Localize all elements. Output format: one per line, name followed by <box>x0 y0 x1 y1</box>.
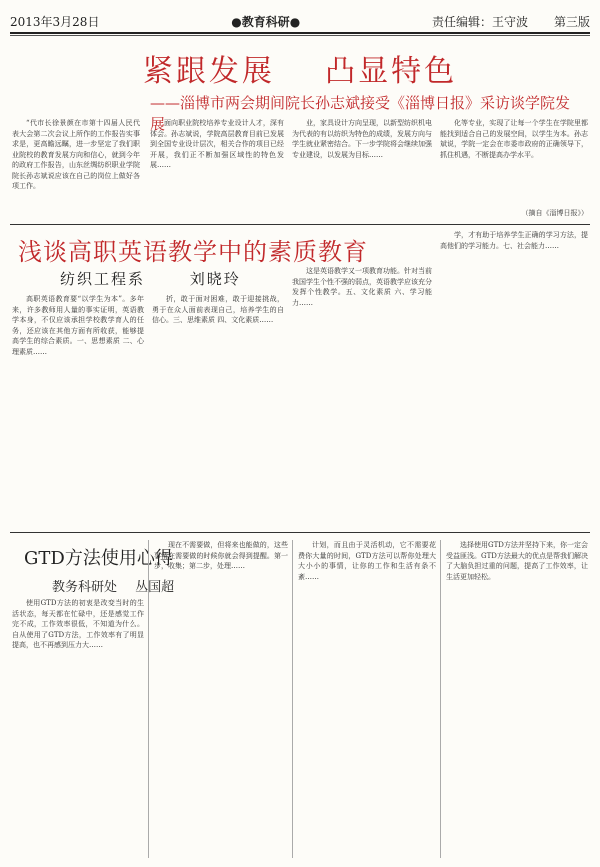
article1-title <box>10 46 590 90</box>
section-name: ●教育科研● <box>231 14 301 29</box>
article-divider-1 <box>10 224 590 225</box>
article3-column-4: 选择使用GTD方法并坚持下来，你一定会受益匪浅。GTD方法最大的优点是帮我们解决了大脑负担过重的问题，提高了工作效率，让生活更加轻松。 <box>446 541 588 581</box>
article2-column-3: 这是英语教学又一项教育功能。针对当前我国学生个性不强的弱点，英语教学应该充分发挥个性教学。五、文化素质 六、学习能力…… <box>292 267 432 307</box>
article1-source: （摘自《淄博日报》） <box>521 209 588 217</box>
article1-column-1: “代市长徐景颜在市第十四届人民代表大会第二次会议上所作的工作报告实事求是，更高瞻远瞩，进一步坚定了我们职业院校的教育发展方向和信心，就到今年的政府工作报告，山东丝绸纺织职业学院院长孙志斌说应该在自己的岗位上做好各项工作。 <box>12 119 140 190</box>
article2-column-4: 学，才有助于培养学生正确的学习方法，提高他们的学习能力。七、社会能力…… <box>440 231 588 250</box>
article1-subtitle: ——淄博市两会期间院长孙志斌接受《淄博日报》采访谈学院发展 <box>150 94 571 133</box>
article2-column-1: 高职英语教育要“以学生为本”。多年来，许多教师用人量的事实证明，英语教学本身，不仅应该承担学校教学育人的任务，还应该在其他方面有所收获，能够提高学生的综合素质。一、思想素质 二、心理素质…… <box>12 295 144 356</box>
article2-column-2: 折，敢于面对困难，敢于迎接挑战，勇于在众人面前表现自己，培养学生的自信心。三、思维素质 四、文化素质…… <box>152 295 284 324</box>
article3-title: GTD方法使用心得 <box>24 548 173 569</box>
article2-dept: 纺织工程系 <box>60 270 146 288</box>
masthead-rule <box>10 35 590 36</box>
column-rule-2 <box>292 540 293 858</box>
issue-date: 2013年3月28日 <box>10 14 100 29</box>
article-divider-2 <box>10 532 590 533</box>
article1-title-part1: 紧跟发展 <box>142 54 275 89</box>
article3-dept: 教务科研处 <box>52 580 118 595</box>
column-rule-1 <box>148 540 149 858</box>
article2-byline <box>60 268 279 289</box>
column-rule-3 <box>440 540 441 858</box>
article2-author: 刘晓玲 <box>189 270 241 288</box>
article1-column-4: 化等专业，实现了让每一个学生在学院里都能找到适合自己的发展空间，以学生为本。孙志斌说，学院一定会在市委市政府的正确领导下，抓住机遇，不断提高办学水平。 <box>440 119 588 159</box>
article1-column-3: 业，家具设计方向呈现，以新型纺织机电为代表的有以纺织为特色的成绩，发展方向与学生就业紧密结合。下一步学院将会继续加强专业建设，以发展为目标…… <box>292 119 432 159</box>
masthead <box>10 10 590 34</box>
article1-title-part2: 凸显特色 <box>325 54 458 89</box>
page-number: 第三版 <box>553 14 590 29</box>
article3-column-3: 计划，而且由于灵活机动，它不需要花费你大量的时间，GTD方法可以帮你处理大大小小的事情，让你的工作和生活有条不紊…… <box>298 541 436 581</box>
editor-credit: 责任编辑：王守波 <box>431 14 528 29</box>
article3-column-1: 使用GTD方法的初衷是改变当时的生活状态，每天都在忙碌中，还是感觉工作完不成，工作效率很低，不知道为什么。自从使用了GTD方法，工作效率有了明显提高，也不再感到压力大…… <box>12 599 144 649</box>
article3-column-2: 现在不需要做，但将来也能做的，这些事情在需要做的时候你就会得到提醒。第一步，收集；第二步，处理…… <box>154 541 288 570</box>
article2-title: 浅谈高职英语教学中的素质教育 <box>18 238 368 266</box>
article3-author: 丛国超 <box>135 580 175 595</box>
masthead-right <box>432 13 590 30</box>
article1-column-2: 面向职业院校培养专业设计人才，深有体会。孙志斌说，学院高层教育目前已发展到全国专业设计层次，相关合作的项目已经开展，我们正不断加强区域性的特色发展…… <box>150 119 284 169</box>
